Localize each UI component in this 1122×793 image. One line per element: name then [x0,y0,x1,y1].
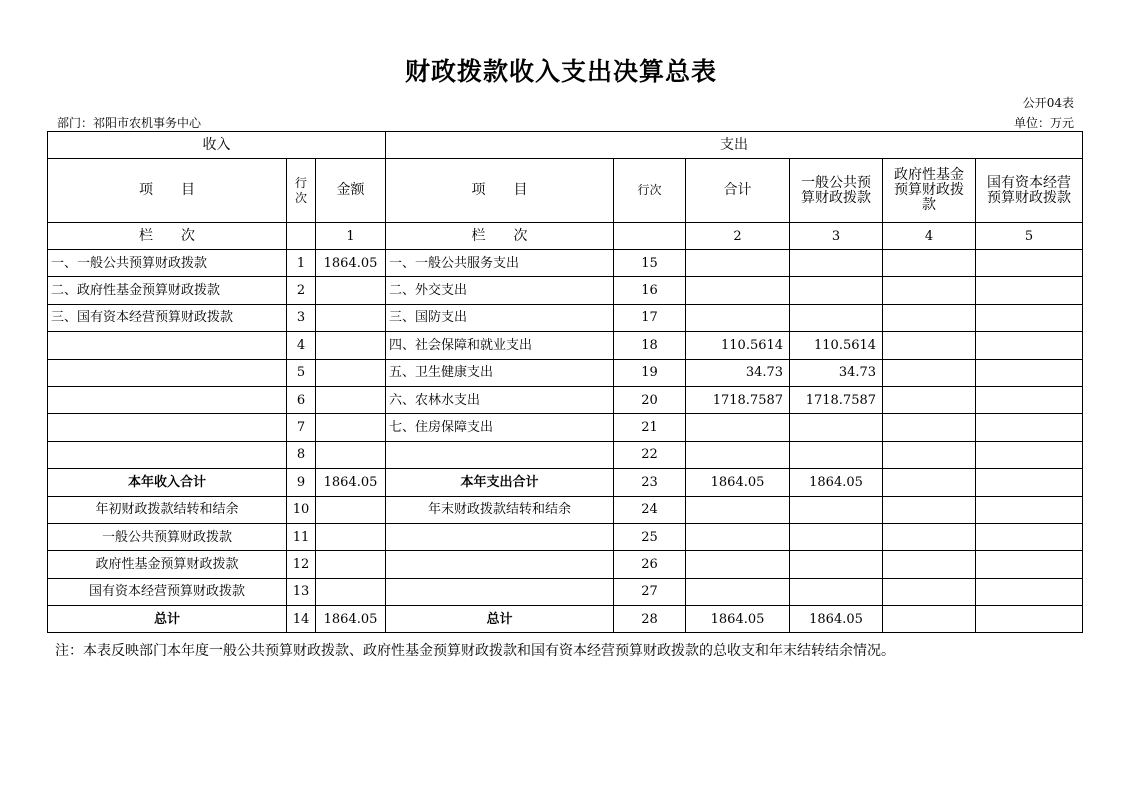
gov-fund-column-number: 4 [883,223,976,250]
income-item-cell [48,359,287,386]
income-row-no-cell: 3 [287,304,316,331]
expense-row-no-cell: 21 [614,414,686,441]
expense-item-cell: 七、住房保障支出 [386,414,614,441]
total-amount-cell [686,441,790,468]
table-row [48,469,1083,496]
income-amount-cell [316,523,386,550]
total-amount-cell: 1718.7587 [686,386,790,413]
income-item-header: 项 目 [48,159,287,223]
table-row [48,359,1083,386]
expense-header: 支出 [386,132,1083,159]
expense-row-no-cell: 16 [614,277,686,304]
table-row [48,277,1083,304]
gov-fund-amount-cell [883,578,976,605]
expense-row-no-cell: 25 [614,523,686,550]
expense-row-no-cell: 24 [614,496,686,523]
total-amount-cell [686,304,790,331]
table-row [48,332,1083,359]
table-row [48,551,1083,578]
income-amount-cell [316,578,386,605]
income-item-cell: 一、一般公共预算财政拨款 [48,250,287,277]
total-header: 合计 [686,159,790,223]
expense-item-cell: 六、农林水支出 [386,386,614,413]
income-header: 收入 [48,132,386,159]
general-budget-amount-cell [790,441,883,468]
expense-item-cell: 三、国防支出 [386,304,614,331]
column-number-row [48,223,1083,250]
general-budget-amount-cell [790,523,883,550]
state-capital-amount-cell [976,304,1083,331]
general-budget-amount-cell [790,414,883,441]
state-capital-column-number: 5 [976,223,1083,250]
expense-row-no-cell: 20 [614,386,686,413]
general-budget-amount-cell: 34.73 [790,359,883,386]
total-amount-cell [686,551,790,578]
gov-fund-amount-cell [883,304,976,331]
state-capital-amount-cell [976,250,1083,277]
expense-row-no-cell: 27 [614,578,686,605]
general-budget-amount-cell [790,496,883,523]
total-amount-cell [686,414,790,441]
total-amount-cell: 1864.05 [686,469,790,496]
state-capital-amount-cell [976,496,1083,523]
total-amount-cell [686,578,790,605]
department-label: 部门：祁阳市农机事务中心 [57,116,202,130]
expense-row-no-cell: 22 [614,441,686,468]
income-amount-cell [316,441,386,468]
table-row [48,523,1083,550]
expense-row-no-cell: 18 [614,332,686,359]
form-number: 公开04表 [1022,96,1074,110]
gov-fund-amount-cell [883,441,976,468]
state-capital-header: 国有资本经营预算财政拨款 [976,159,1083,223]
state-capital-amount-cell [976,386,1083,413]
state-capital-amount-cell [976,277,1083,304]
gov-fund-amount-cell [883,250,976,277]
income-amount-cell: 1864.05 [316,606,386,633]
expense-row-no-header: 行次 [614,159,686,223]
income-item-cell: 国有资本经营预算财政拨款 [48,578,287,605]
empty-cell [287,223,316,250]
gov-fund-amount-cell [883,551,976,578]
general-budget-amount-cell: 1864.05 [790,606,883,633]
income-amount-cell [316,496,386,523]
income-item-cell [48,441,287,468]
income-item-cell [48,386,287,413]
general-budget-amount-cell [790,304,883,331]
income-amount-cell [316,332,386,359]
amount-header: 金额 [316,159,386,223]
state-capital-amount-cell [976,441,1083,468]
expense-item-cell: 四、社会保障和就业支出 [386,332,614,359]
gov-fund-amount-cell [883,277,976,304]
income-item-cell: 总计 [48,606,287,633]
income-item-cell: 本年收入合计 [48,469,287,496]
general-column-number: 3 [790,223,883,250]
general-budget-header: 一般公共预算财政拨款 [790,159,883,223]
table-row [48,441,1083,468]
expense-item-cell [386,441,614,468]
gov-fund-amount-cell [883,496,976,523]
expense-row-no-cell: 15 [614,250,686,277]
gov-fund-amount-cell [883,359,976,386]
section-header-row [48,132,1083,159]
income-amount-cell [316,551,386,578]
income-row-no-cell: 10 [287,496,316,523]
budget-table [47,131,1083,633]
unit-label: 单位：万元 [1013,116,1074,130]
empty-cell [614,223,686,250]
income-amount-cell: 1864.05 [316,469,386,496]
income-amount-cell [316,359,386,386]
total-amount-cell: 34.73 [686,359,790,386]
total-amount-cell [686,277,790,304]
income-row-no-cell: 4 [287,332,316,359]
income-row-no-cell: 12 [287,551,316,578]
state-capital-amount-cell [976,578,1083,605]
expense-row-no-cell: 28 [614,606,686,633]
income-row-no-cell: 8 [287,441,316,468]
column-header-row [48,159,1083,223]
expense-item-cell: 一、一般公共服务支出 [386,250,614,277]
income-row-no-cell: 13 [287,578,316,605]
expense-item-cell: 五、卫生健康支出 [386,359,614,386]
income-item-cell [48,414,287,441]
table-row [48,414,1083,441]
footnote: 注：本表反映部门本年度一般公共预算财政拨款、政府性基金预算财政拨款和国有资本经营预算财政拨款的总收支和年末结转结余情况。 [55,643,895,659]
table-row [48,250,1083,277]
state-capital-amount-cell [976,414,1083,441]
gov-fund-amount-cell [883,414,976,441]
income-row-no-cell: 14 [287,606,316,633]
table-row [48,606,1083,633]
income-item-cell [48,332,287,359]
table-row [48,496,1083,523]
income-row-no-cell: 7 [287,414,316,441]
page-title: 财政拨款收入支出决算总表 [404,57,717,86]
table-row [48,578,1083,605]
state-capital-amount-cell [976,359,1083,386]
state-capital-amount-cell [976,332,1083,359]
income-item-cell: 三、国有资本经营预算财政拨款 [48,304,287,331]
income-amount-cell [316,414,386,441]
total-amount-cell [686,250,790,277]
expense-item-cell: 总计 [386,606,614,633]
state-capital-amount-cell [976,523,1083,550]
state-capital-amount-cell [976,551,1083,578]
income-item-cell: 一般公共预算财政拨款 [48,523,287,550]
general-budget-amount-cell: 110.5614 [790,332,883,359]
expense-row-no-cell: 26 [614,551,686,578]
total-amount-cell: 1864.05 [686,606,790,633]
expense-row-no-cell: 17 [614,304,686,331]
total-column-number: 2 [686,223,790,250]
expense-column-label: 栏 次 [386,223,614,250]
gov-fund-header: 政府性基金预算财政拨款 [883,159,976,223]
state-capital-amount-cell [976,606,1083,633]
total-amount-cell: 110.5614 [686,332,790,359]
general-budget-amount-cell: 1864.05 [790,469,883,496]
gov-fund-amount-cell [883,332,976,359]
gov-fund-amount-cell [883,523,976,550]
income-item-cell: 政府性基金预算财政拨款 [48,551,287,578]
income-item-cell: 年初财政拨款结转和结余 [48,496,287,523]
expense-item-cell: 本年支出合计 [386,469,614,496]
table-row [48,304,1083,331]
income-row-no-cell: 6 [287,386,316,413]
gov-fund-amount-cell [883,469,976,496]
expense-item-header: 项 目 [386,159,614,223]
state-capital-amount-cell [976,469,1083,496]
general-budget-amount-cell: 1718.7587 [790,386,883,413]
expense-item-cell [386,551,614,578]
amount-column-number: 1 [316,223,386,250]
expense-row-no-cell: 23 [614,469,686,496]
income-row-no-cell: 5 [287,359,316,386]
general-budget-amount-cell [790,250,883,277]
income-column-label: 栏 次 [48,223,287,250]
expense-item-cell [386,523,614,550]
income-amount-cell [316,304,386,331]
gov-fund-amount-cell [883,606,976,633]
expense-item-cell: 二、外交支出 [386,277,614,304]
income-amount-cell [316,277,386,304]
general-budget-amount-cell [790,578,883,605]
income-amount-cell: 1864.05 [316,250,386,277]
income-row-no-cell: 11 [287,523,316,550]
total-amount-cell [686,496,790,523]
table-row [48,386,1083,413]
income-row-no-cell: 2 [287,277,316,304]
general-budget-amount-cell [790,277,883,304]
income-row-no-cell: 1 [287,250,316,277]
expense-item-cell: 年末财政拨款结转和结余 [386,496,614,523]
income-item-cell: 二、政府性基金预算财政拨款 [48,277,287,304]
expense-row-no-cell: 19 [614,359,686,386]
income-row-no-cell: 9 [287,469,316,496]
expense-item-cell [386,578,614,605]
income-amount-cell [316,386,386,413]
general-budget-amount-cell [790,551,883,578]
income-row-no-header: 行 次 [287,159,316,223]
total-amount-cell [686,523,790,550]
gov-fund-amount-cell [883,386,976,413]
